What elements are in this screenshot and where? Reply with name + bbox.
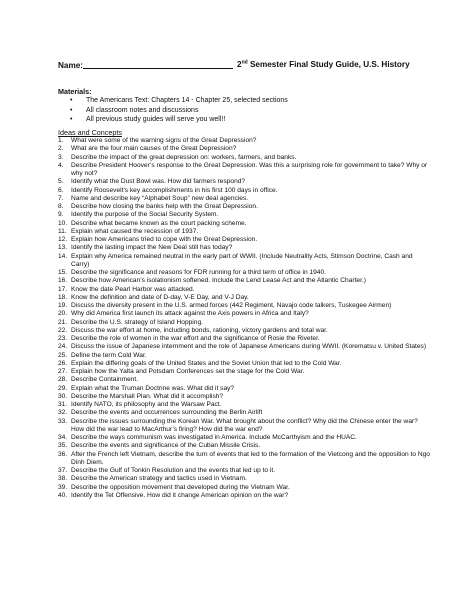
name-blank-line (83, 60, 233, 69)
materials-item-text: All previous study guides will serve you well!! (86, 116, 226, 124)
question-number: 30. (58, 392, 68, 400)
name-label: Name: (58, 61, 84, 70)
materials-list (70, 96, 288, 125)
materials-heading: Materials: (58, 87, 92, 96)
question-text: Describe how closing the banks help with the Great Depression. (71, 203, 258, 210)
title-superscript: nd (241, 59, 248, 66)
question-text: Describe the issues surrounding the Korean War. What brought about the conflict? Why did the Chinese enter the war? How did the war lead to MacArthur’s firing? How did the war end? (71, 417, 418, 433)
question-number: 6. (58, 186, 64, 194)
bullet-icon: • (70, 106, 73, 114)
question-number: 31. (58, 401, 68, 408)
question-item (58, 335, 430, 343)
question-text: Why did America first launch its attack against the Axis powers in Africa and Italy? (71, 310, 309, 318)
question-item (58, 385, 430, 393)
question-item (58, 277, 430, 285)
question-text: Explain what the Truman Doctrine was. What did it say? (71, 384, 235, 392)
materials-item-text: All classroom notes and discussions (86, 106, 199, 114)
question-item (58, 187, 430, 195)
question-text: Explain how the Yalta and Potsdam Conferences set the stage for the Cold War. (71, 368, 305, 375)
question-item (58, 409, 430, 417)
question-item (58, 269, 430, 277)
question-number: 34. (58, 434, 68, 441)
question-item (58, 145, 430, 153)
question-item (58, 137, 430, 145)
question-text: Identify Roosevelt’s key accomplishments in his first 100 days in office. (71, 186, 278, 194)
materials-item (70, 115, 288, 125)
question-item (58, 244, 430, 252)
question-number: 29. (58, 384, 68, 392)
question-text: Know the definition and date of D-day, V-E Day, and V-J Day. (71, 293, 249, 301)
materials-item (70, 106, 288, 116)
question-number: 37. (58, 467, 68, 474)
question-item (58, 294, 430, 302)
question-item (58, 154, 430, 162)
question-item (58, 376, 430, 384)
question-number: 15. (58, 269, 68, 276)
question-number: 16. (58, 277, 68, 285)
question-text: Describe the Marshall Plan. What did it accomplish? (71, 392, 224, 400)
question-item (58, 327, 430, 335)
question-text: Explain why America remained neutral in the early part of WWII. (Include Neutrality Acts, Stimson Doctrine, Cash and Carry) (71, 252, 413, 268)
question-item (58, 220, 430, 228)
question-number: 21. (58, 318, 68, 326)
question-text: Describe how American’s isolationism softened. Include the Lend Lease Act and the Atlantic Charter.) (71, 277, 366, 285)
question-number: 36. (58, 450, 68, 458)
question-number: 24. (58, 343, 68, 351)
document-title (237, 60, 410, 69)
question-item (58, 451, 430, 468)
question-number: 10. (58, 219, 68, 227)
question-item (58, 484, 430, 492)
question-item (58, 434, 430, 442)
question-text: Identify the Tet Offensive. How did it change American opinion on the war? (71, 491, 289, 499)
question-item (58, 393, 430, 401)
question-item (58, 401, 430, 409)
question-item (58, 302, 430, 310)
question-text: Identify the purpose of the Social Security System. (71, 211, 219, 219)
question-text: Describe what became known as the court packing scheme. (71, 219, 247, 227)
question-text: Describe the events and significance of the Cuban Missile Crisis. (71, 442, 261, 450)
question-item (58, 442, 430, 450)
question-item (58, 195, 430, 203)
question-text: Identify what the Dust Bowl was. How did farmers respond? (71, 178, 246, 186)
question-item (58, 310, 430, 318)
question-text: Describe the opposition movement that developed during the Vietnam War. (71, 483, 290, 491)
question-text: Describe the ways communism was investigated in America. Include McCarthyism and the HUAC. (71, 434, 357, 441)
question-text: What are the four main causes of the Great Depression? (71, 145, 237, 153)
question-text: Describe President Hoover’s response to the Great Depression. Was this a surprising role for government to take? Why or why not? (71, 161, 428, 177)
question-item (58, 319, 430, 327)
question-number: 22. (58, 326, 68, 334)
question-item (58, 492, 430, 500)
question-item (58, 286, 430, 294)
question-text: Explain the differing goals of the United States and the Soviet Union that led to the Cold War. (71, 359, 342, 367)
question-item (58, 236, 430, 244)
question-number: 5. (58, 178, 64, 186)
question-item (58, 467, 430, 475)
question-number: 26. (58, 359, 68, 367)
question-number: 4. (58, 161, 64, 169)
question-item (58, 211, 430, 219)
ideas-list (58, 137, 430, 500)
question-text: Explain what caused the recession of 1937. (71, 227, 199, 235)
question-item (58, 203, 430, 211)
question-text: Describe the role of women in the war effort and the significance of Rosie the Riveter. (71, 335, 320, 342)
question-text: After the French left Vietnam, describe the turn of events that led to the formation of the Vietcong and the opposition to Ngo Dinh Diem. (71, 450, 430, 466)
question-text: Name and describe key “Alphabet Soup” new deal agencies. (71, 194, 249, 202)
question-item (58, 352, 430, 360)
question-number: 35. (58, 442, 68, 450)
question-number: 7. (58, 194, 64, 202)
question-text: What were some of the warning signs of the Great Depression? (71, 137, 257, 144)
question-item (58, 418, 430, 435)
question-item (58, 253, 430, 270)
question-text: Describe Containment. (71, 376, 139, 384)
question-number: 28. (58, 376, 68, 384)
question-number: 2. (58, 145, 64, 153)
question-number: 39. (58, 483, 68, 491)
question-number: 11. (58, 227, 67, 235)
question-text: Identify NATO, its philosophy and the Warsaw Pact. (71, 401, 222, 408)
question-text: Explain how Americans tried to cope with the Great Depression. (71, 236, 258, 243)
question-text: Identify the lasting impact the New Deal still has today? (71, 244, 233, 252)
question-number: 14. (58, 252, 68, 260)
title-prefix: 2 (237, 60, 242, 69)
question-text: Discuss the war effort at home, including bonds, rationing, victory gardens and total war. (71, 326, 328, 334)
question-item (58, 228, 430, 236)
question-text: Define the term Cold War. (71, 351, 147, 359)
question-text: Discuss the issue of Japanese internment and the role of Japanese Americans during WWII. (Korematsu v. United States) (71, 343, 427, 351)
materials-item (70, 96, 288, 106)
question-text: Describe the Gulf of Tonkin Resolution and the events that led up to it. (71, 467, 276, 474)
question-number: 19. (58, 302, 68, 309)
question-number: 1. (58, 137, 64, 144)
question-item (58, 343, 430, 351)
title-text: Semester Final Study Guide, U.S. History (247, 60, 410, 69)
materials-item-text: The Americans Text: Chapters 14 - Chapter 25, selected sections (86, 97, 288, 104)
question-number: 32. (58, 409, 68, 417)
question-item (58, 360, 430, 368)
question-number: 12. (58, 236, 68, 243)
question-number: 38. (58, 475, 68, 483)
question-text: Describe the impact of the great depression on: workers, farmers, and banks. (71, 153, 297, 161)
question-text: Describe the American strategy and tactics used in Vietnam. (71, 475, 247, 483)
bullet-icon: • (70, 97, 73, 104)
question-number: 23. (58, 335, 68, 342)
name-field-label (58, 60, 233, 70)
question-text: Describe the U.S. strategy of Island Hopping. (71, 318, 203, 326)
question-number: 40. (58, 491, 68, 499)
question-item (58, 162, 430, 179)
question-number: 17. (58, 285, 68, 293)
question-number: 9. (58, 211, 64, 219)
question-number: 25. (58, 351, 68, 359)
question-number: 20. (58, 310, 68, 318)
question-text: Discuss the diversity present in the U.S. armed forces (442 Regiment, Navajo code talkers, Tuskegee Airmen) (71, 302, 392, 309)
question-number: 33. (58, 417, 68, 425)
question-number: 18. (58, 293, 68, 301)
bullet-icon: • (70, 116, 73, 124)
question-number: 8. (58, 203, 64, 210)
question-text: Describe the events and occurrences surrounding the Berlin Airlift (71, 409, 263, 417)
question-number: 3. (58, 153, 64, 161)
question-text: Describe the significance and reasons for FDR running for a third term of office in 1940. (71, 269, 326, 276)
question-number: 27. (58, 368, 68, 375)
question-number: 13. (58, 244, 68, 252)
question-item (58, 368, 430, 376)
question-item (58, 475, 430, 483)
question-text: Know the date Pearl Harbor was attacked. (71, 285, 195, 293)
question-item (58, 178, 430, 186)
ideas-heading: Ideas and Concepts (58, 128, 122, 137)
